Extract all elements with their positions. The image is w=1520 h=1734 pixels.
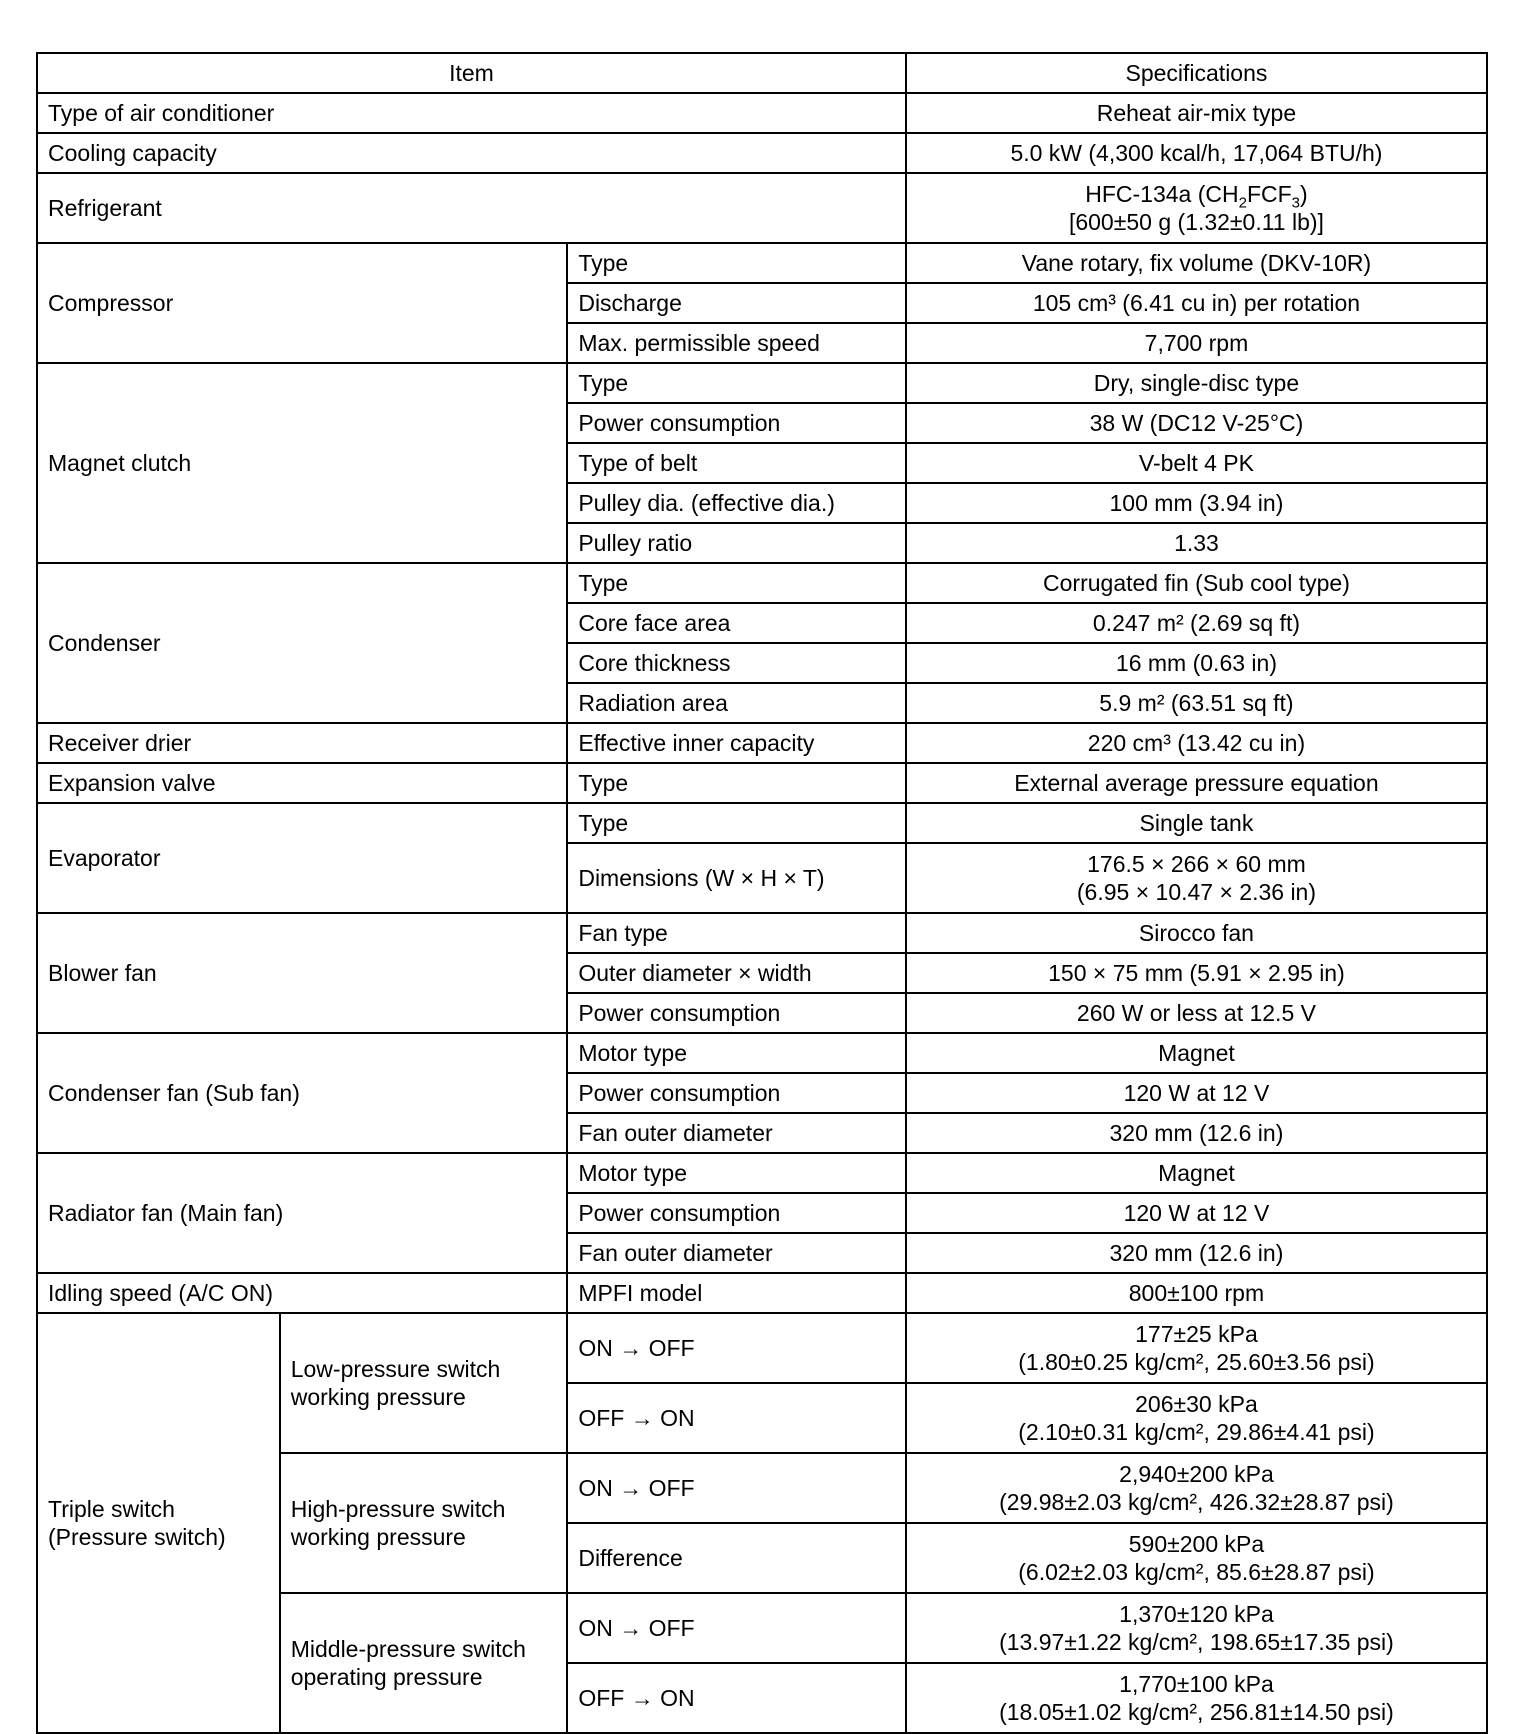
spec-cell — [906, 1593, 1487, 1663]
spec-cell: Dry, single-disc type — [906, 363, 1487, 403]
table-row — [37, 763, 1487, 803]
sub-item-cell: Motor type — [567, 1153, 906, 1193]
item-cell: Radiator fan (Main fan) — [37, 1153, 567, 1273]
spec-cell: V-belt 4 PK — [906, 443, 1487, 483]
item-cell: Condenser fan (Sub fan) — [37, 1033, 567, 1153]
spec-cell: 260 W or less at 12.5 V — [906, 993, 1487, 1033]
item-line: (Pressure switch) — [48, 1524, 226, 1550]
table-row — [37, 173, 1487, 243]
item-cell: Evaporator — [37, 803, 567, 913]
table-row — [37, 243, 1487, 283]
spec-line: 590±200 kPa — [1128, 1531, 1265, 1557]
sub-item-cell: Discharge — [567, 283, 906, 323]
item-cell: Idling speed (A/C ON) — [37, 1273, 567, 1313]
spec-cell: 5.9 m² (63.51 sq ft) — [906, 683, 1487, 723]
sub-item-cell: Pulley ratio — [567, 523, 906, 563]
spec-cell: External average pressure equation — [906, 763, 1487, 803]
header-row — [37, 53, 1487, 93]
sub-item-cell: Fan outer diameter — [567, 1113, 906, 1153]
spec-line: 206±30 kPa — [1135, 1391, 1258, 1417]
group-line: working pressure — [290, 1524, 466, 1550]
item-cell: Magnet clutch — [37, 363, 567, 563]
sub-item-cell: OFF → ON — [567, 1663, 906, 1733]
spec-line: (13.97±1.22 kg/cm², 198.65±17.35 psi) — [999, 1629, 1394, 1655]
table-row — [37, 723, 1487, 763]
sub-item-cell: ON → OFF — [567, 1313, 906, 1383]
header-item: Item — [37, 53, 906, 93]
sub-item-cell: Fan outer diameter — [567, 1233, 906, 1273]
spec-line: (2.10±0.31 kg/cm², 29.86±4.41 psi) — [1018, 1419, 1375, 1445]
item-cell: Type of air conditioner — [37, 93, 906, 133]
ac-specifications-table — [36, 52, 1488, 1734]
spec-cell: 320 mm (12.6 in) — [906, 1233, 1487, 1273]
table-row — [37, 1033, 1487, 1073]
spec-line: 177±25 kPa — [1135, 1321, 1258, 1347]
sub-item-cell: Power consumption — [567, 1073, 906, 1113]
spec-cell: Reheat air-mix type — [906, 93, 1487, 133]
spec-cell: 320 mm (12.6 in) — [906, 1113, 1487, 1153]
spec-cell: Single tank — [906, 803, 1487, 843]
sub-item-cell: Pulley dia. (effective dia.) — [567, 483, 906, 523]
spec-cell: Vane rotary, fix volume (DKV-10R) — [906, 243, 1487, 283]
group-cell — [280, 1453, 568, 1593]
sub-item-cell: Type — [567, 803, 906, 843]
spec-cell: 7,700 rpm — [906, 323, 1487, 363]
sub-item-cell: Fan type — [567, 913, 906, 953]
spec-cell: Magnet — [906, 1033, 1487, 1073]
spec-cell — [906, 1313, 1487, 1383]
group-line: working pressure — [290, 1384, 466, 1410]
spec-cell: 38 W (DC12 V-25°C) — [906, 403, 1487, 443]
group-line: Middle-pressure switch — [290, 1636, 526, 1662]
item-cell: Cooling capacity — [37, 133, 906, 173]
spec-cell — [906, 843, 1487, 913]
item-cell: Compressor — [37, 243, 567, 363]
spec-cell: 16 mm (0.63 in) — [906, 643, 1487, 683]
sub-item-cell: Motor type — [567, 1033, 906, 1073]
sub-item-cell: ON → OFF — [567, 1453, 906, 1523]
sub-item-cell: Power consumption — [567, 993, 906, 1033]
item-cell: Blower fan — [37, 913, 567, 1033]
spec-line: [600±50 g (1.32±0.11 lb)] — [1068, 209, 1324, 235]
spec-line: 176.5 × 266 × 60 mm — [1087, 851, 1306, 877]
spec-cell — [906, 1383, 1487, 1453]
sub-item-cell: Power consumption — [567, 403, 906, 443]
sub-item-cell: Power consumption — [567, 1193, 906, 1233]
sub-item-cell: Type — [567, 243, 906, 283]
sub-item-cell: OFF → ON — [567, 1383, 906, 1453]
spec-cell: Corrugated fin (Sub cool type) — [906, 563, 1487, 603]
spec-cell: 800±100 rpm — [906, 1273, 1487, 1313]
table-row — [37, 1153, 1487, 1193]
spec-line: (18.05±1.02 kg/cm², 256.81±14.50 psi) — [999, 1699, 1394, 1725]
spec-cell: 0.247 m² (2.69 sq ft) — [906, 603, 1487, 643]
item-cell: Receiver drier — [37, 723, 567, 763]
table-row — [37, 913, 1487, 953]
sub-item-cell: Type — [567, 363, 906, 403]
sub-item-cell: Dimensions (W × H × T) — [567, 843, 906, 913]
spec-cell: 220 cm³ (13.42 cu in) — [906, 723, 1487, 763]
sub-item-cell: Max. permissible speed — [567, 323, 906, 363]
table-row — [37, 363, 1487, 403]
sub-item-cell: Radiation area — [567, 683, 906, 723]
group-line: operating pressure — [290, 1664, 483, 1690]
spec-cell: 105 cm³ (6.41 cu in) per rotation — [906, 283, 1487, 323]
spec-cell: 120 W at 12 V — [906, 1193, 1487, 1233]
spec-cell: 5.0 kW (4,300 kcal/h, 17,064 BTU/h) — [906, 133, 1487, 173]
sub-item-cell: Type of belt — [567, 443, 906, 483]
sub-item-cell: Effective inner capacity — [567, 723, 906, 763]
table-row — [37, 563, 1487, 603]
item-cell — [37, 1313, 280, 1733]
spec-cell — [906, 1663, 1487, 1733]
item-cell: Expansion valve — [37, 763, 567, 803]
sub-item-cell: Core face area — [567, 603, 906, 643]
sub-item-cell: Core thickness — [567, 643, 906, 683]
item-cell: Condenser — [37, 563, 567, 723]
sub-item-cell: ON → OFF — [567, 1593, 906, 1663]
spec-cell — [906, 1453, 1487, 1523]
table-row — [37, 93, 1487, 133]
group-cell — [280, 1313, 568, 1453]
spec-line: 1,770±100 kPa — [1119, 1671, 1274, 1697]
spec-line: (6.95 × 10.47 × 2.36 in) — [1076, 879, 1317, 905]
group-line: High-pressure switch — [290, 1496, 506, 1522]
group-line: Low-pressure switch — [290, 1356, 501, 1382]
header-specifications: Specifications — [906, 53, 1487, 93]
item-line: Triple switch — [48, 1496, 175, 1522]
spec-line: HFC-134a $(CH_2FCF_3)$ — [1085, 181, 1308, 212]
spec-cell — [906, 1523, 1487, 1593]
spec-cell: 100 mm (3.94 in) — [906, 483, 1487, 523]
sub-item-cell: Outer diameter × width — [567, 953, 906, 993]
spec-cell: Magnet — [906, 1153, 1487, 1193]
spec-line: (1.80±0.25 kg/cm², 25.60±3.56 psi) — [1018, 1349, 1375, 1375]
spec-cell: 1.33 — [906, 523, 1487, 563]
spec-cell — [906, 173, 1487, 243]
item-cell: Refrigerant — [37, 173, 906, 243]
group-cell — [280, 1593, 568, 1733]
spec-line: 2,940±200 kPa — [1119, 1461, 1274, 1487]
spec-line: 1,370±120 kPa — [1119, 1601, 1274, 1627]
sub-item-cell: MPFI model — [567, 1273, 906, 1313]
spec-cell: 120 W at 12 V — [906, 1073, 1487, 1113]
table-row — [37, 133, 1487, 173]
spec-line: (6.02±2.03 kg/cm², 85.6±28.87 psi) — [1018, 1559, 1375, 1585]
sub-item-cell: Difference — [567, 1523, 906, 1593]
sub-item-cell: Type — [567, 763, 906, 803]
table-row — [37, 1313, 1487, 1383]
spec-cell: 150 × 75 mm (5.91 × 2.95 in) — [906, 953, 1487, 993]
spec-cell: Sirocco fan — [906, 913, 1487, 953]
table-row — [37, 1273, 1487, 1313]
table-row — [37, 803, 1487, 843]
spec-line: (29.98±2.03 kg/cm², 426.32±28.87 psi) — [999, 1489, 1394, 1515]
sub-item-cell: Type — [567, 563, 906, 603]
